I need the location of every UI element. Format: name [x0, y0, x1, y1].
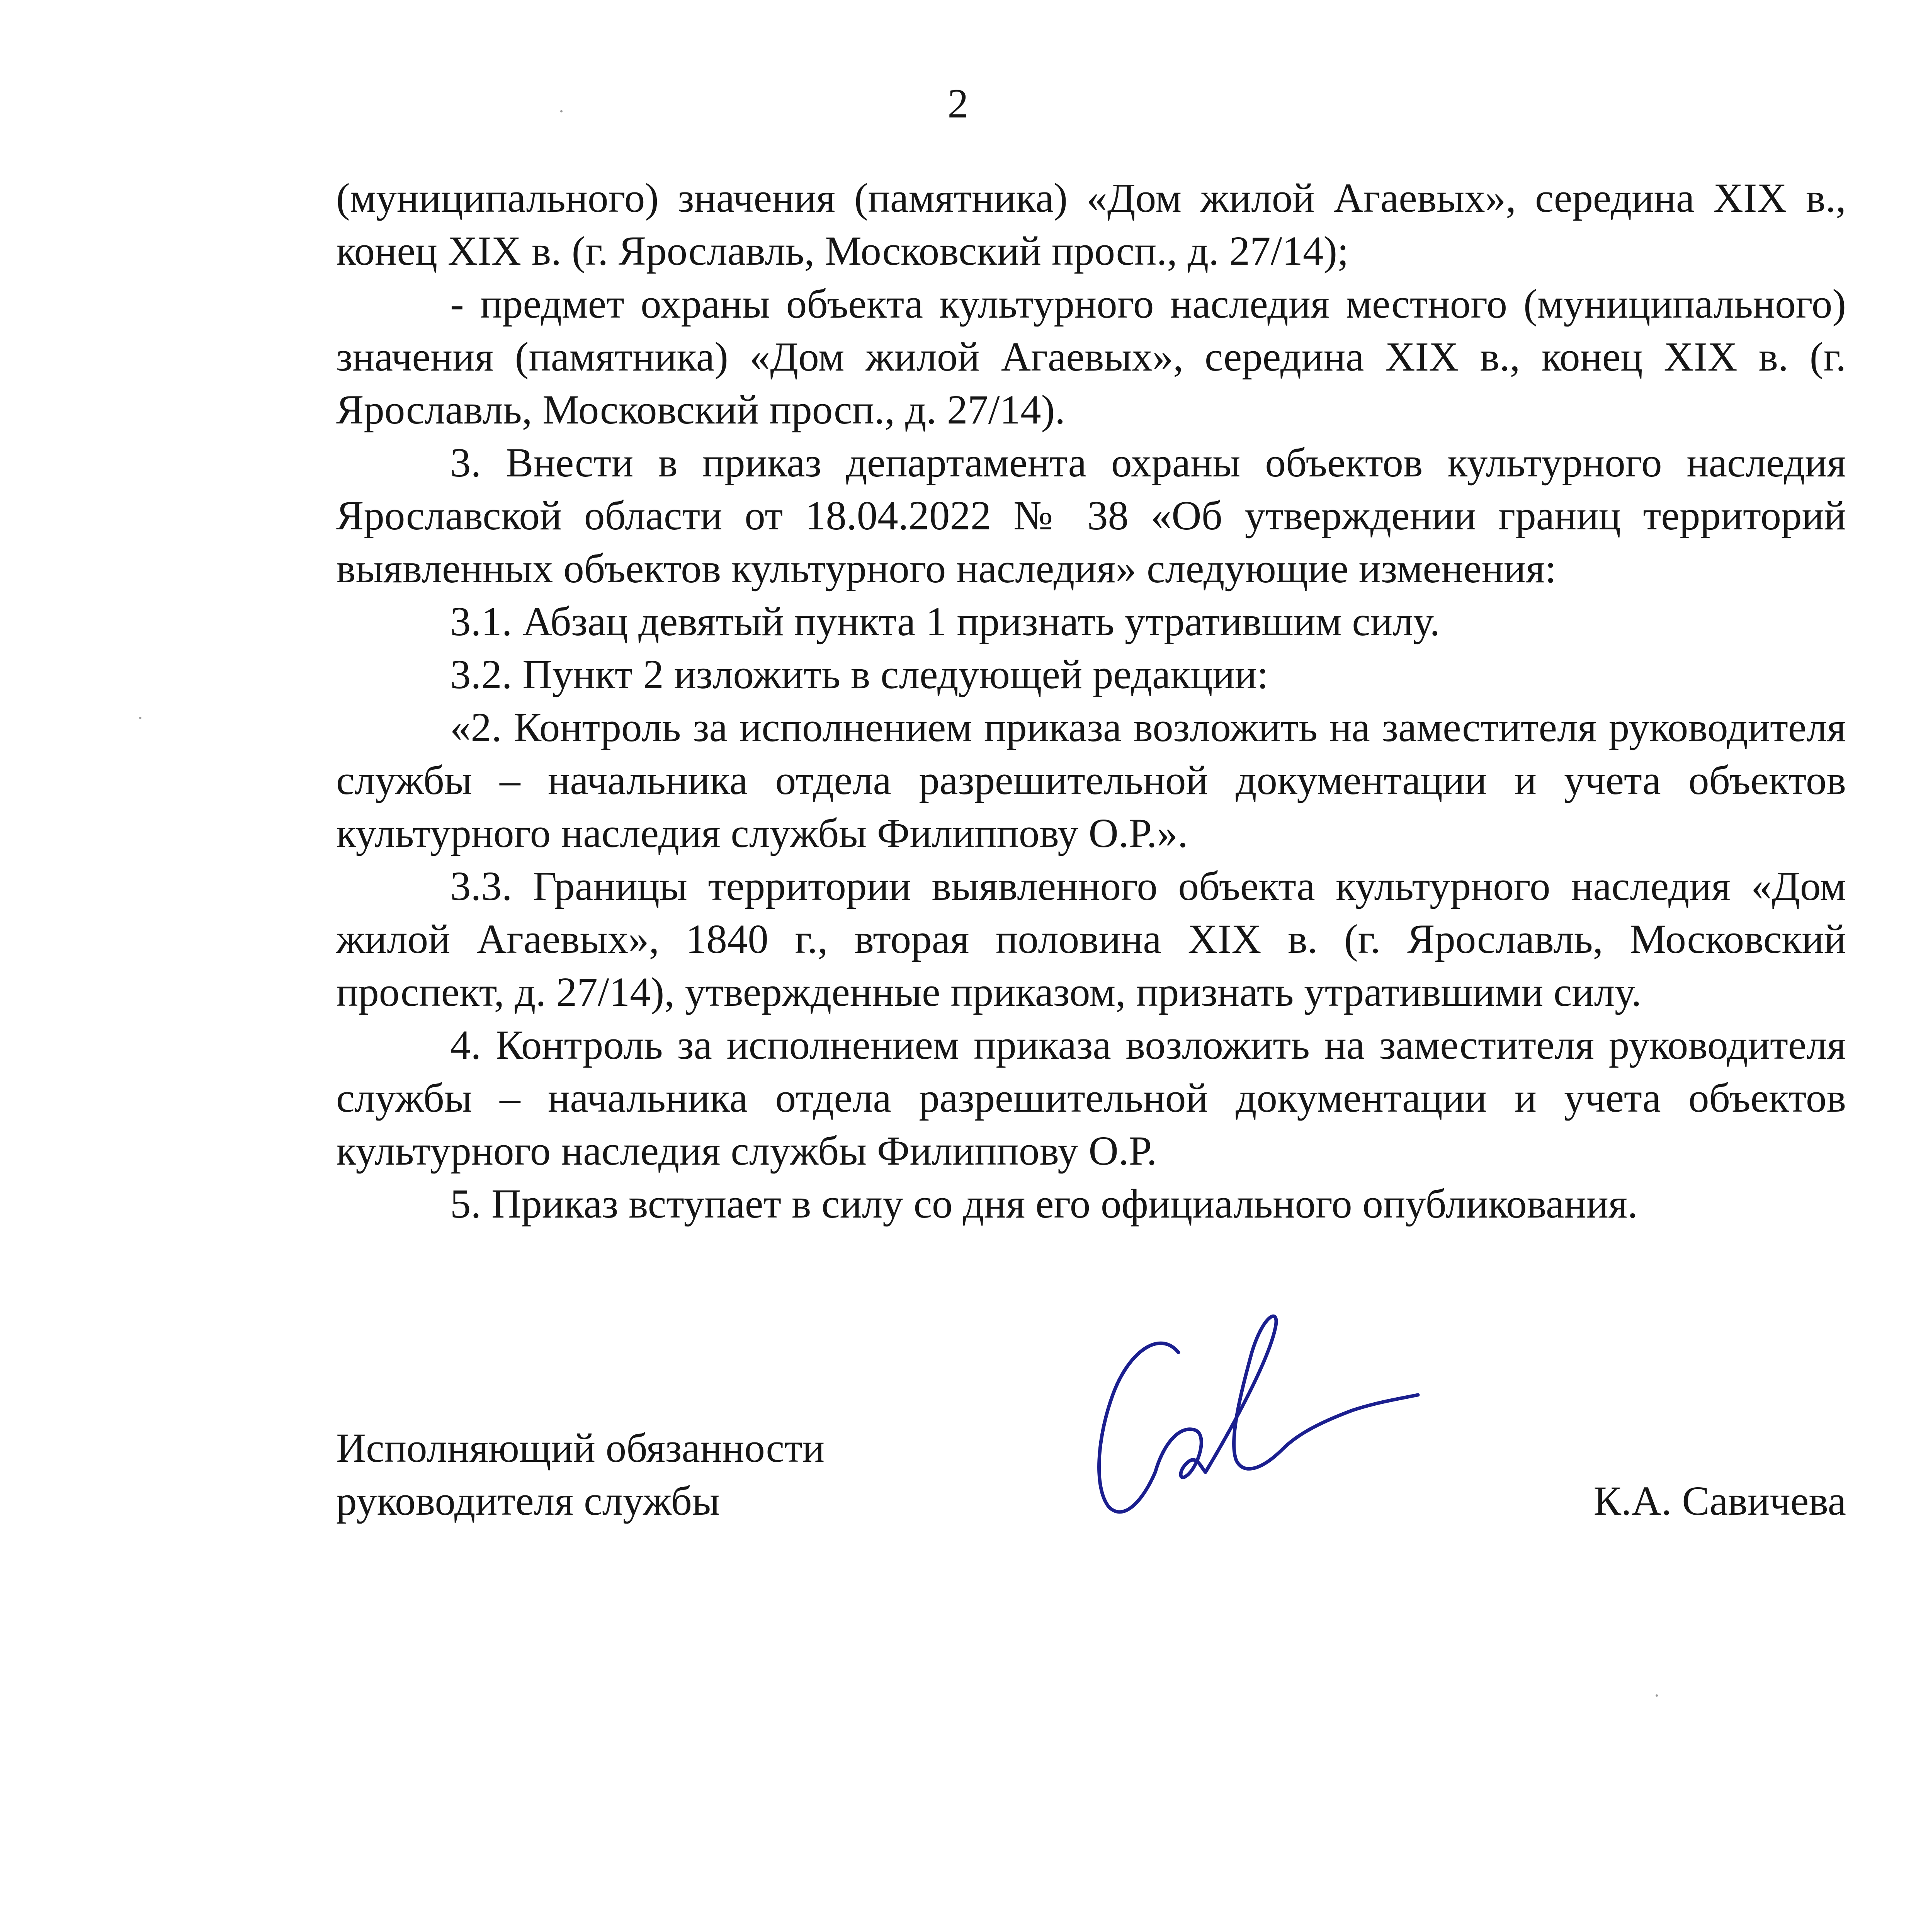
paragraph-9: 5. Приказ вступает в силу со дня его официального опубликования.: [450, 1181, 1638, 1227]
signature-block: [336, 1422, 1846, 1577]
signatory-name: К.А. Савичева: [1593, 1478, 1846, 1524]
scan-speck: [560, 110, 563, 112]
signatory-title: [336, 1422, 825, 1528]
paragraph-4: 3.1. Абзац девятый пункта 1 признать утратившим силу.: [450, 599, 1440, 645]
paragraph-2: - предмет охраны объекта культурного наследия местного (муниципального) значения (памятника) «Дом жилой Агаевых», середина XIX в., конец XIX в. (г. Ярославль, Московский просп., д. 27/14).: [336, 281, 1846, 433]
paragraph-3: 3. Внести в приказ департамента охраны объектов культурного наследия Ярославской области от 18.04.2022 № 38 «Об утверждении границ территорий выявленных объектов культурного наследия» следующие изменения:: [336, 440, 1846, 592]
paragraph-7: 3.3. Границы территории выявленного объекта культурного наследия «Дом жилой Агаевых», 1840 г., вторая половина XIX в. (г. Ярославль, Московский проспект, д. 27/14), утвержденные приказом, признать утратившими силу.: [336, 864, 1846, 1015]
signatory-title-line-1: Исполняющий обязанности: [336, 1425, 825, 1471]
paragraph-1: (муниципального) значения (памятника) «Дом жилой Агаевых», середина XIX в., конец XIX в. (г. Ярославль, Московский просп., д. 27/14);: [336, 175, 1846, 274]
paragraph-8: 4. Контроль за исполнением приказа возложить на заместителя руководителя службы – начальника отдела разрешительной документации и учета объектов культурного наследия службы Филиппову О.Р.: [336, 1022, 1846, 1174]
paragraph-5: 3.2. Пункт 2 изложить в следующей редакции:: [450, 652, 1268, 697]
document-body: [336, 172, 1846, 1231]
paragraph-6: «2. Контроль за исполнением приказа возложить на заместителя руководителя службы – начальника отдела разрешительной документации и учета объектов культурного наследия службы Филиппову О.Р.».: [336, 705, 1846, 856]
scan-speck: [139, 717, 141, 719]
page-number: 2: [947, 81, 969, 127]
signatory-title-line-2: руководителя службы: [336, 1478, 720, 1524]
scan-speck: [1656, 1694, 1658, 1697]
